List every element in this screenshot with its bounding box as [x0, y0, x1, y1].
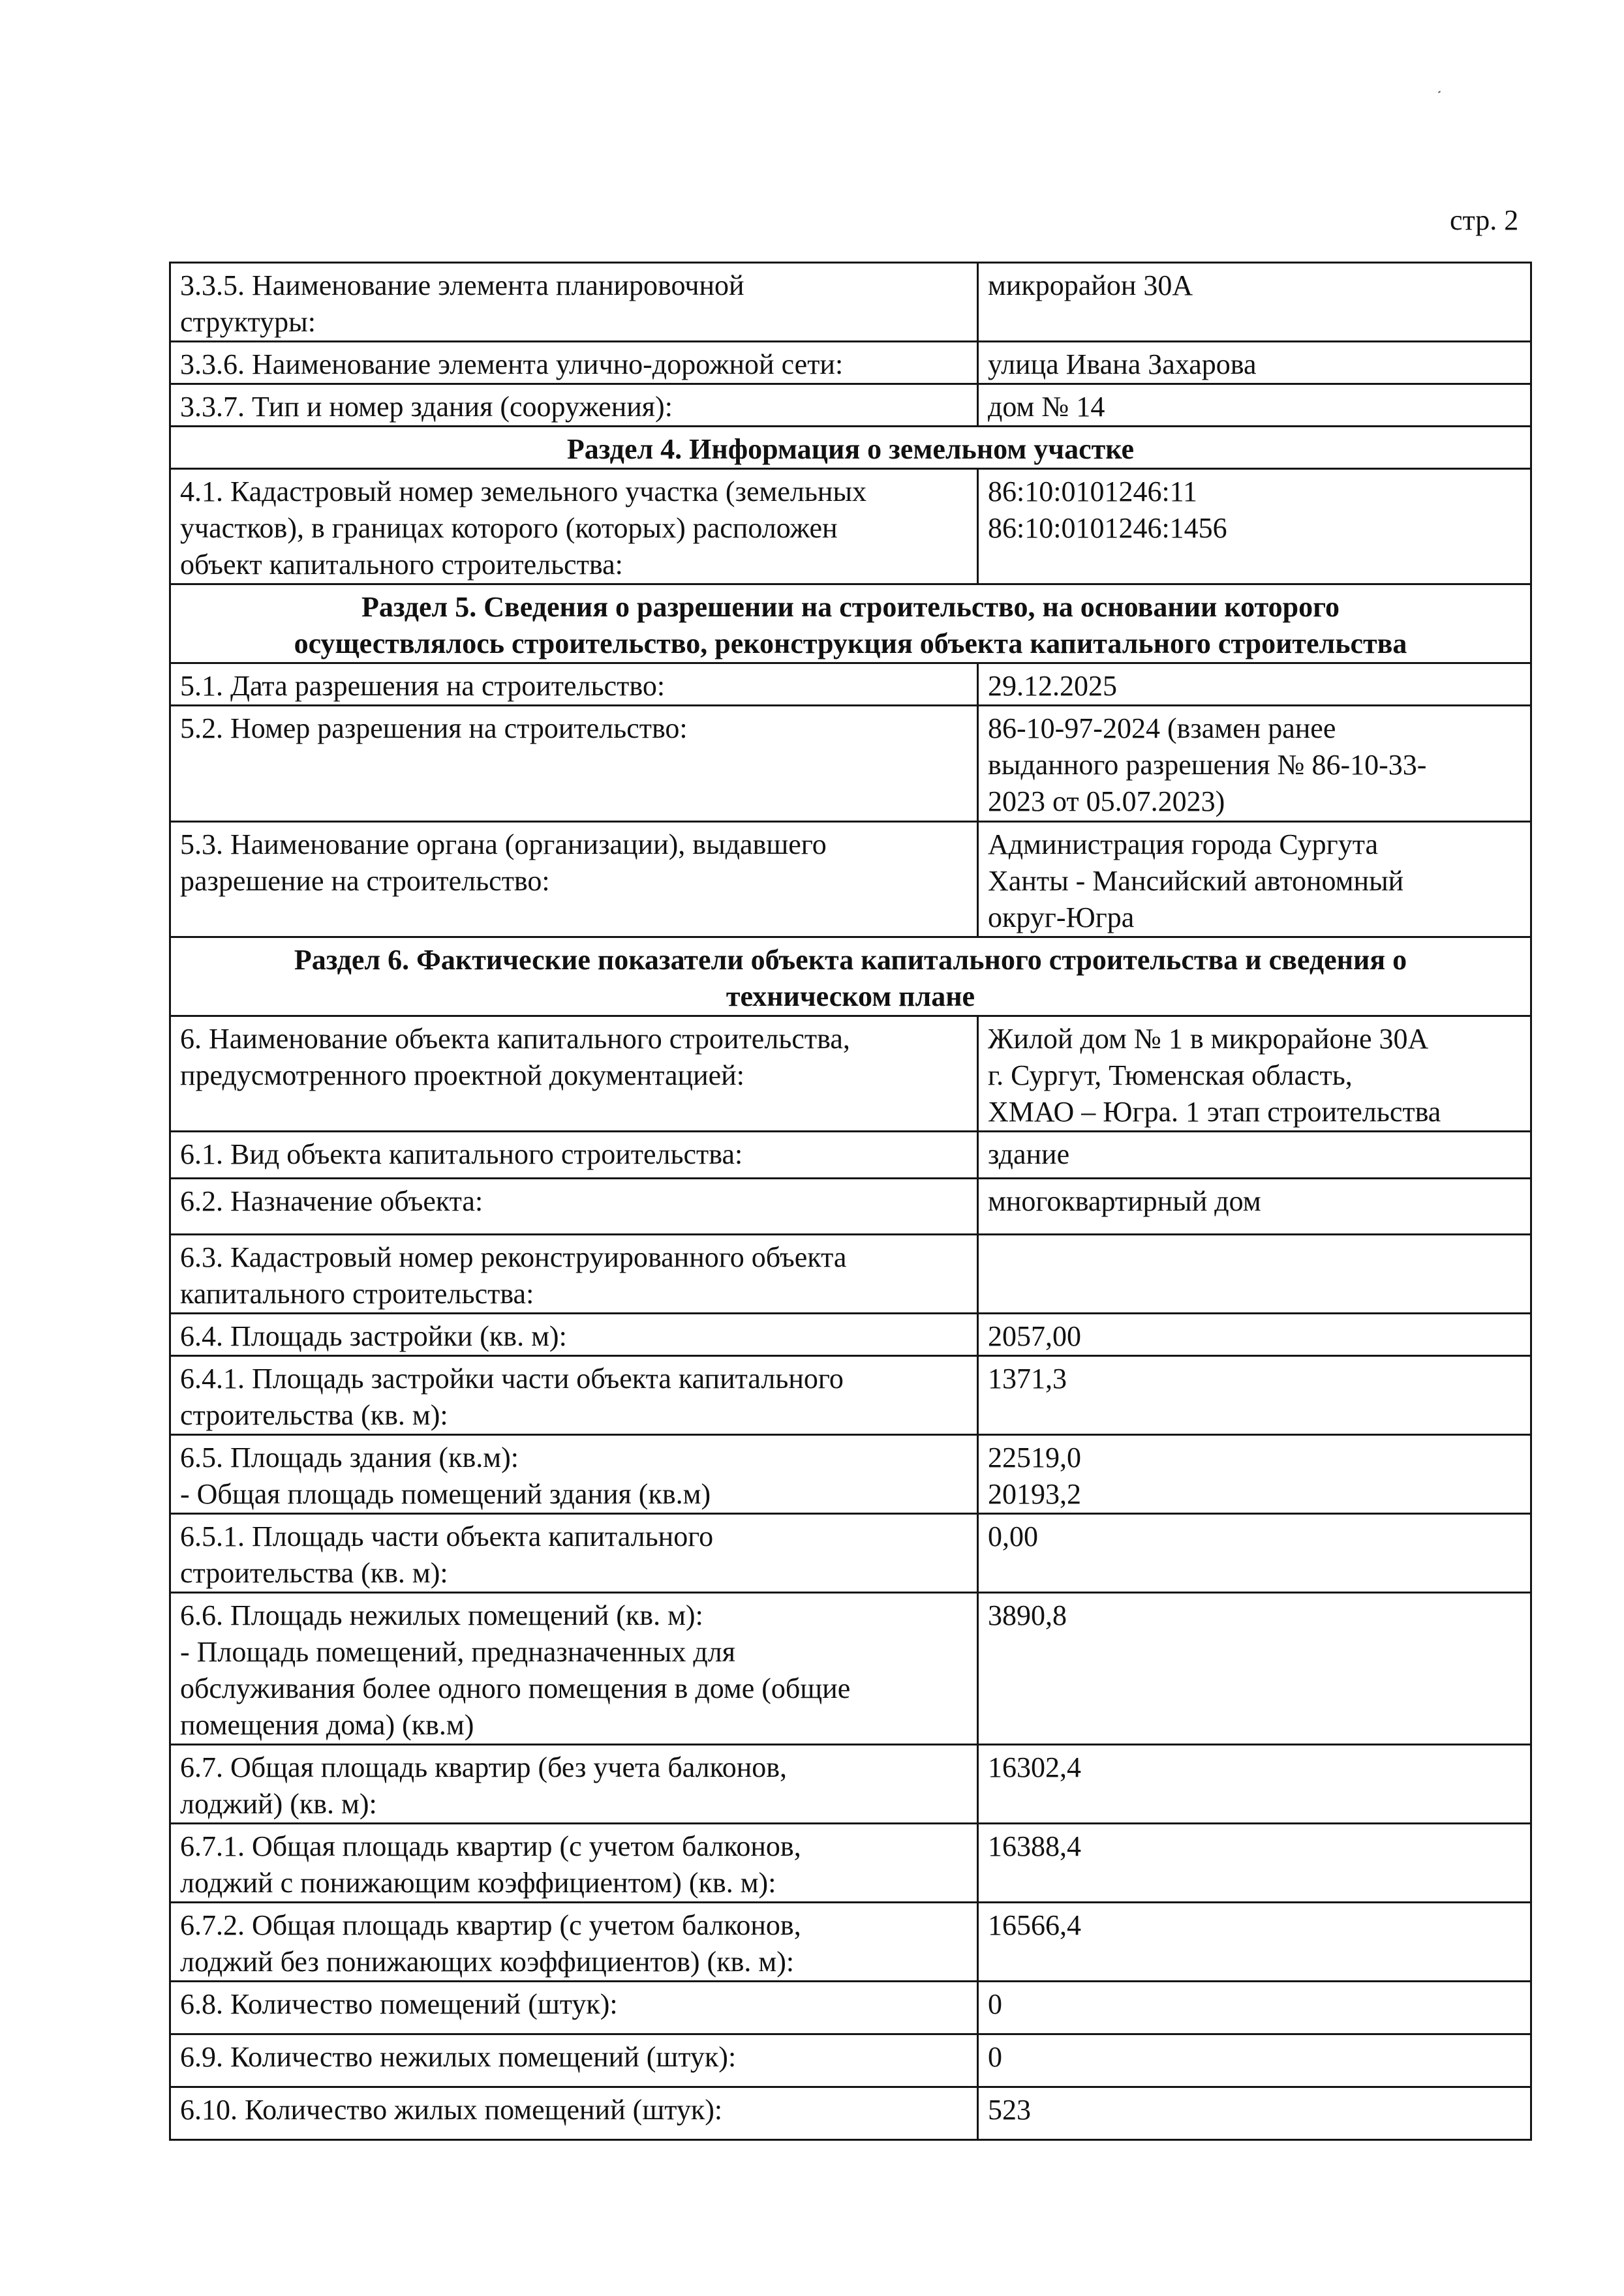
- text-line: 16388,4: [988, 1830, 1081, 1862]
- text-line: техническом плане: [726, 980, 975, 1012]
- field-value: [978, 1235, 1531, 1314]
- field-label: [170, 1132, 978, 1179]
- text-line: 6.10. Количество жилых помещений (штук):: [180, 2094, 723, 2126]
- text-line: 0: [988, 2041, 1002, 2073]
- field-label: [170, 1903, 978, 1982]
- table-row: [170, 1514, 1531, 1593]
- text-line: 5.3. Наименование органа (организации), выдавшего: [180, 828, 827, 860]
- table-row: [170, 1593, 1531, 1745]
- table-row: [170, 1235, 1531, 1314]
- text-line: 5.2. Номер разрешения на строительство:: [180, 712, 688, 744]
- field-value: [978, 1745, 1531, 1824]
- text-line: 86:10:0101246:11: [988, 476, 1198, 507]
- text-line: ХМАО – Югра. 1 этап строительства: [988, 1096, 1441, 1128]
- text-line: 86:10:0101246:1456: [988, 512, 1227, 544]
- page-number: стр. 2: [1450, 204, 1519, 236]
- table-row: [170, 1903, 1531, 1982]
- field-label: [170, 1179, 978, 1235]
- table-row: [170, 1016, 1531, 1132]
- text-line: 6.3. Кадастровый номер реконструированного объекта: [180, 1241, 847, 1273]
- text-line: разрешение на строительство:: [180, 865, 550, 897]
- field-value: [978, 1016, 1531, 1132]
- table-row: [170, 1314, 1531, 1356]
- field-label: [170, 1235, 978, 1314]
- section-header-row: [170, 937, 1531, 1016]
- field-label: [170, 1016, 978, 1132]
- text-line: 6. Наименование объекта капитального строительства,: [180, 1023, 850, 1055]
- text-line: дом № 14: [988, 391, 1105, 423]
- field-label: [170, 1824, 978, 1903]
- text-line: 6.4.1. Площадь застройки части объекта капитального: [180, 1363, 844, 1395]
- field-label: [170, 2087, 978, 2140]
- field-value: [978, 1314, 1531, 1356]
- text-line: 6.6. Площадь нежилых помещений (кв. м):: [180, 1599, 703, 1631]
- text-line: 1371,3: [988, 1363, 1067, 1395]
- text-line: строительства (кв. м):: [180, 1399, 448, 1431]
- field-value: [978, 342, 1531, 384]
- field-label: [170, 1745, 978, 1824]
- table-row: [170, 384, 1531, 427]
- text-line: улица Ивана Захарова: [988, 348, 1257, 380]
- text-line: 6.7. Общая площадь квартир (без учета балконов,: [180, 1751, 788, 1783]
- field-value: [978, 1824, 1531, 1903]
- text-line: Раздел 6. Фактические показатели объекта капитального строительства и сведения о: [294, 944, 1407, 976]
- text-line: 22519,0: [988, 1442, 1081, 1473]
- field-label: [170, 663, 978, 706]
- text-line: 6.5.1. Площадь части объекта капитального: [180, 1520, 714, 1552]
- table-row: [170, 342, 1531, 384]
- field-value: [978, 1132, 1531, 1179]
- text-line: участков), в границах которого (которых) расположен: [180, 512, 838, 544]
- text-line: выданного разрешения № 86-10-33-: [988, 749, 1427, 781]
- table-row: [170, 822, 1531, 937]
- text-line: Жилой дом № 1 в микрорайоне 30А: [988, 1023, 1429, 1055]
- text-line: Администрация города Сургута: [988, 828, 1378, 860]
- text-line: обслуживания более одного помещения в доме (общие: [180, 1672, 851, 1704]
- text-line: Ханты - Мансийский автономный: [988, 865, 1404, 897]
- table-row: [170, 706, 1531, 822]
- section-title: [170, 584, 1531, 663]
- table-row: [170, 263, 1531, 342]
- field-label: [170, 469, 978, 584]
- field-label: [170, 1982, 978, 2034]
- field-value: [978, 1903, 1531, 1982]
- text-line: 2057,00: [988, 1320, 1081, 1352]
- field-value: [978, 1514, 1531, 1593]
- text-line: 3.3.7. Тип и номер здания (сооружения):: [180, 391, 673, 423]
- text-line: 16302,4: [988, 1751, 1081, 1783]
- text-line: 6.7.2. Общая площадь квартир (с учетом балконов,: [180, 1909, 801, 1941]
- field-value: [978, 822, 1531, 937]
- text-line: лоджий) (кв. м):: [180, 1788, 377, 1820]
- text-line: г. Сургут, Тюменская область,: [988, 1059, 1353, 1091]
- text-line: 0,00: [988, 1520, 1038, 1552]
- text-line: - Общая площадь помещений здания (кв.м): [180, 1478, 711, 1510]
- table-row: [170, 1435, 1531, 1514]
- text-line: лоджий без понижающих коэффициентов) (кв. м):: [180, 1946, 795, 1978]
- text-line: помещения дома) (кв.м): [180, 1709, 474, 1741]
- text-line: Раздел 4. Информация о земельном участке: [566, 433, 1135, 465]
- text-line: 86-10-97-2024 (взамен ранее: [988, 712, 1336, 744]
- text-line: 6.5. Площадь здания (кв.м):: [180, 1442, 519, 1473]
- field-value: [978, 263, 1531, 342]
- text-line: 6.8. Количество помещений (штук):: [180, 1988, 618, 2020]
- field-label: [170, 342, 978, 384]
- field-label: [170, 2034, 978, 2087]
- text-line: 3.3.6. Наименование элемента улично-дорожной сети:: [180, 348, 844, 380]
- field-label: [170, 1356, 978, 1435]
- field-label: [170, 1314, 978, 1356]
- field-value: [978, 469, 1531, 584]
- text-line: Раздел 5. Сведения о разрешении на строительство, на основании которого: [361, 591, 1340, 623]
- text-line: многоквартирный дом: [988, 1185, 1261, 1217]
- text-line: 2023 от 05.07.2023): [988, 785, 1225, 817]
- text-line: 6.7.1. Общая площадь квартир (с учетом балконов,: [180, 1830, 801, 1862]
- table-row: [170, 2087, 1531, 2140]
- field-label: [170, 263, 978, 342]
- table-row: [170, 1179, 1531, 1235]
- text-line: 5.1. Дата разрешения на строительство:: [180, 670, 666, 702]
- field-label: [170, 384, 978, 427]
- text-line: строительства (кв. м):: [180, 1557, 448, 1589]
- field-value: [978, 1435, 1531, 1514]
- section-header-row: [170, 584, 1531, 663]
- field-label: [170, 706, 978, 822]
- table-row: [170, 469, 1531, 584]
- table-row: [170, 1824, 1531, 1903]
- field-value: [978, 384, 1531, 427]
- table-row: [170, 663, 1531, 706]
- text-line: 16566,4: [988, 1909, 1081, 1941]
- field-value: [978, 663, 1531, 706]
- table-row: [170, 1982, 1531, 2034]
- text-line: 3890,8: [988, 1599, 1067, 1631]
- text-line: 4.1. Кадастровый номер земельного участка (земельных: [180, 476, 867, 507]
- text-line: предусмотренного проектной документацией:: [180, 1059, 744, 1091]
- field-value: [978, 1179, 1531, 1235]
- text-line: 6.1. Вид объекта капитального строительства:: [180, 1138, 743, 1170]
- field-value: [978, 1356, 1531, 1435]
- text-line: 6.4. Площадь застройки (кв. м):: [180, 1320, 567, 1352]
- field-value: [978, 1593, 1531, 1745]
- table-row: [170, 1745, 1531, 1824]
- table-row: [170, 1356, 1531, 1435]
- text-line: здание: [988, 1138, 1070, 1170]
- text-line: структуры:: [180, 306, 316, 338]
- text-line: микрорайон 30А: [988, 269, 1193, 301]
- text-line: объект капитального строительства:: [180, 549, 623, 581]
- field-value: [978, 2034, 1531, 2087]
- text-line: 523: [988, 2094, 1031, 2126]
- info-table: [169, 262, 1532, 2141]
- text-line: округ-Югра: [988, 901, 1135, 933]
- text-line: 6.9. Количество нежилых помещений (штук):: [180, 2041, 737, 2073]
- table-row: [170, 1132, 1531, 1179]
- text-line: 0: [988, 1988, 1002, 2020]
- table-row: [170, 2034, 1531, 2087]
- field-label: [170, 822, 978, 937]
- text-line: капитального строительства:: [180, 1278, 534, 1310]
- field-value: [978, 2087, 1531, 2140]
- text-line: осуществлялось строительство, реконструкция объекта капитального строительства: [294, 627, 1407, 659]
- text-line: 6.2. Назначение объекта:: [180, 1185, 483, 1217]
- field-label: [170, 1435, 978, 1514]
- text-line: лоджий с понижающим коэффициентом) (кв. м):: [180, 1867, 776, 1899]
- text-line: - Площадь помещений, предназначенных для: [180, 1636, 735, 1668]
- text-line: 20193,2: [988, 1478, 1081, 1510]
- section-title: [170, 937, 1531, 1016]
- text-line: 3.3.5. Наименование элемента планировочной: [180, 269, 744, 301]
- text-line: 29.12.2025: [988, 670, 1117, 702]
- section-header-row: [170, 427, 1531, 469]
- field-label: [170, 1514, 978, 1593]
- field-value: [978, 706, 1531, 822]
- scan-speck: [1438, 91, 1441, 93]
- field-label: [170, 1593, 978, 1745]
- field-value: [978, 1982, 1531, 2034]
- section-title: [170, 427, 1531, 469]
